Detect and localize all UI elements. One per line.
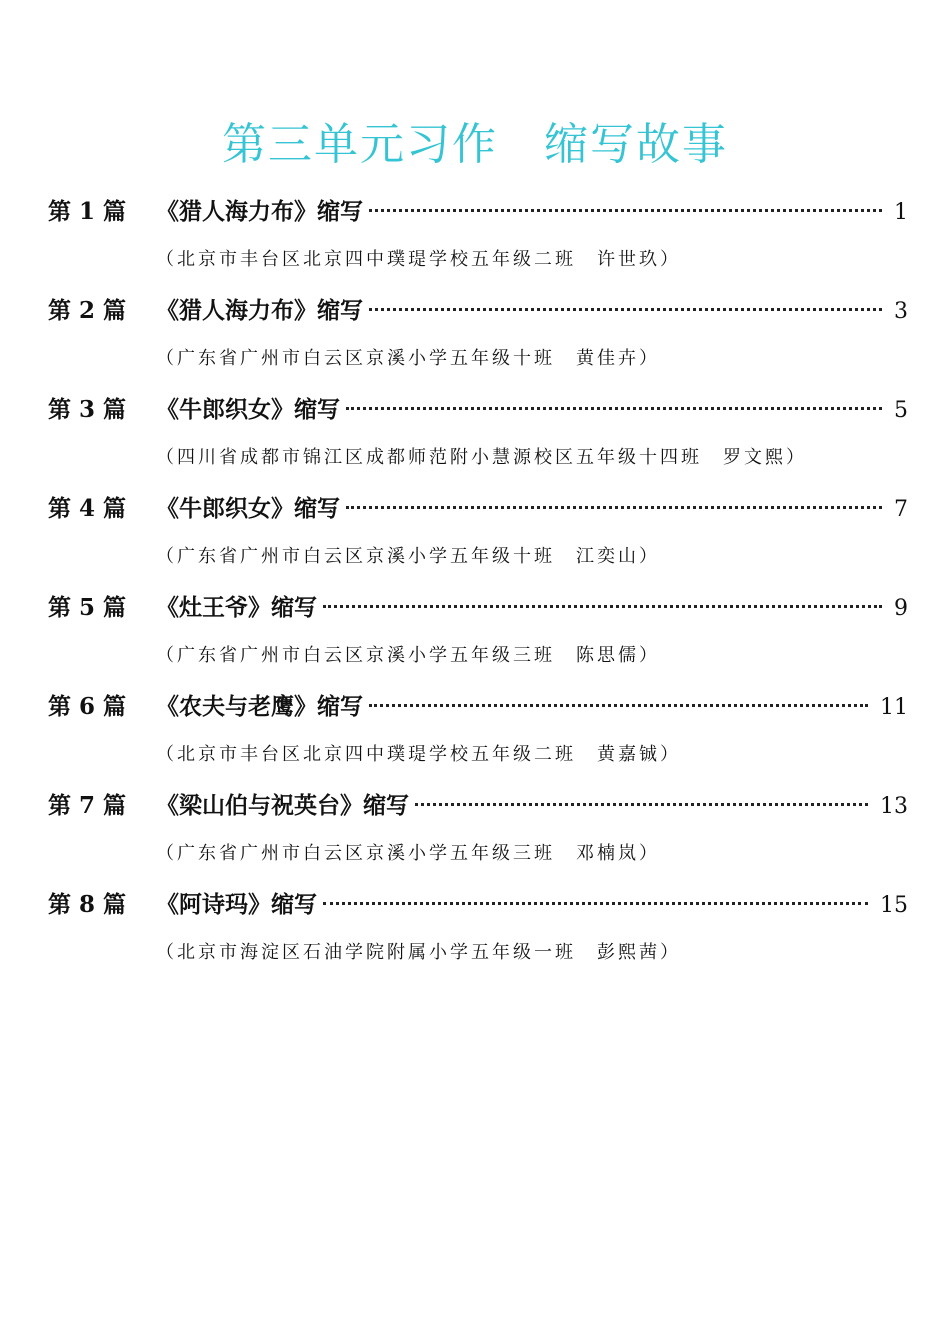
entry-title[interactable]: 《梁山伯与祝英台》缩写 [156,792,409,819]
dot-leader [323,605,882,608]
entry-author: （北京市海淀区石油学院附属小学五年级一班 彭熙茜） [156,942,681,963]
toc-entry[interactable] [48,787,908,886]
entry-heading [48,886,908,926]
toc-entry[interactable] [48,193,908,292]
entry-heading [48,688,908,728]
entry-heading [48,490,908,530]
entry-author: （广东省广州市白云区京溪小学五年级十班 黄佳卉） [156,348,660,369]
entry-title[interactable]: 《牛郎织女》缩写 [156,495,340,522]
entry-heading [48,391,908,431]
entry-heading [48,787,908,827]
dot-leader [369,209,882,212]
entry-author: （北京市丰台区北京四中璞瑅学校五年级二班 黄嘉铖） [156,744,681,765]
entry-number: 第 3 篇 [48,396,127,423]
entry-number: 第 8 篇 [48,891,127,918]
entry-author: （广东省广州市白云区京溪小学五年级十班 江奕山） [156,546,660,567]
table-of-contents [48,193,908,985]
page-number[interactable]: 11 [880,695,908,720]
toc-entry[interactable] [48,391,908,490]
page-number[interactable]: 5 [894,398,908,423]
entry-title[interactable]: 《牛郎织女》缩写 [156,396,340,423]
dot-leader [346,407,882,410]
entry-title[interactable]: 《农夫与老鹰》缩写 [156,693,363,720]
entry-author: （北京市丰台区北京四中璞瑅学校五年级二班 许世玖） [156,249,681,270]
page-number[interactable]: 9 [894,596,908,621]
dot-leader [415,803,868,806]
toc-entry[interactable] [48,886,908,985]
page-number[interactable]: 1 [894,200,908,225]
dot-leader [346,506,882,509]
entry-number: 第 2 篇 [48,297,127,324]
toc-entry[interactable] [48,292,908,391]
entry-title[interactable]: 《猎人海力布》缩写 [156,297,363,324]
entry-title[interactable]: 《阿诗玛》缩写 [156,891,317,918]
page-title: 第三单元习作 缩写故事 [222,119,728,170]
entry-title[interactable]: 《灶王爷》缩写 [156,594,317,621]
page-number[interactable]: 15 [880,893,908,918]
toc-entry[interactable] [48,688,908,787]
page-number[interactable]: 3 [894,299,908,324]
toc-entry[interactable] [48,490,908,589]
entry-author: （四川省成都市锦江区成都师范附小慧源校区五年级十四班 罗文熙） [156,447,807,468]
entry-heading [48,193,908,233]
entry-title[interactable]: 《猎人海力布》缩写 [156,198,363,225]
page-number[interactable]: 7 [894,497,908,522]
toc-entry[interactable] [48,589,908,688]
entry-number: 第 7 篇 [48,792,127,819]
entry-number: 第 6 篇 [48,693,127,720]
page-number[interactable]: 13 [880,794,908,819]
entry-heading [48,589,908,629]
entry-author: （广东省广州市白云区京溪小学五年级三班 邓楠岚） [156,843,660,864]
entry-number: 第 4 篇 [48,495,127,522]
entry-author: （广东省广州市白云区京溪小学五年级三班 陈思儒） [156,645,660,666]
dot-leader [369,704,868,707]
entry-number: 第 5 篇 [48,594,127,621]
entry-heading [48,292,908,332]
entry-number: 第 1 篇 [48,198,127,225]
dot-leader [323,902,868,905]
dot-leader [369,308,882,311]
